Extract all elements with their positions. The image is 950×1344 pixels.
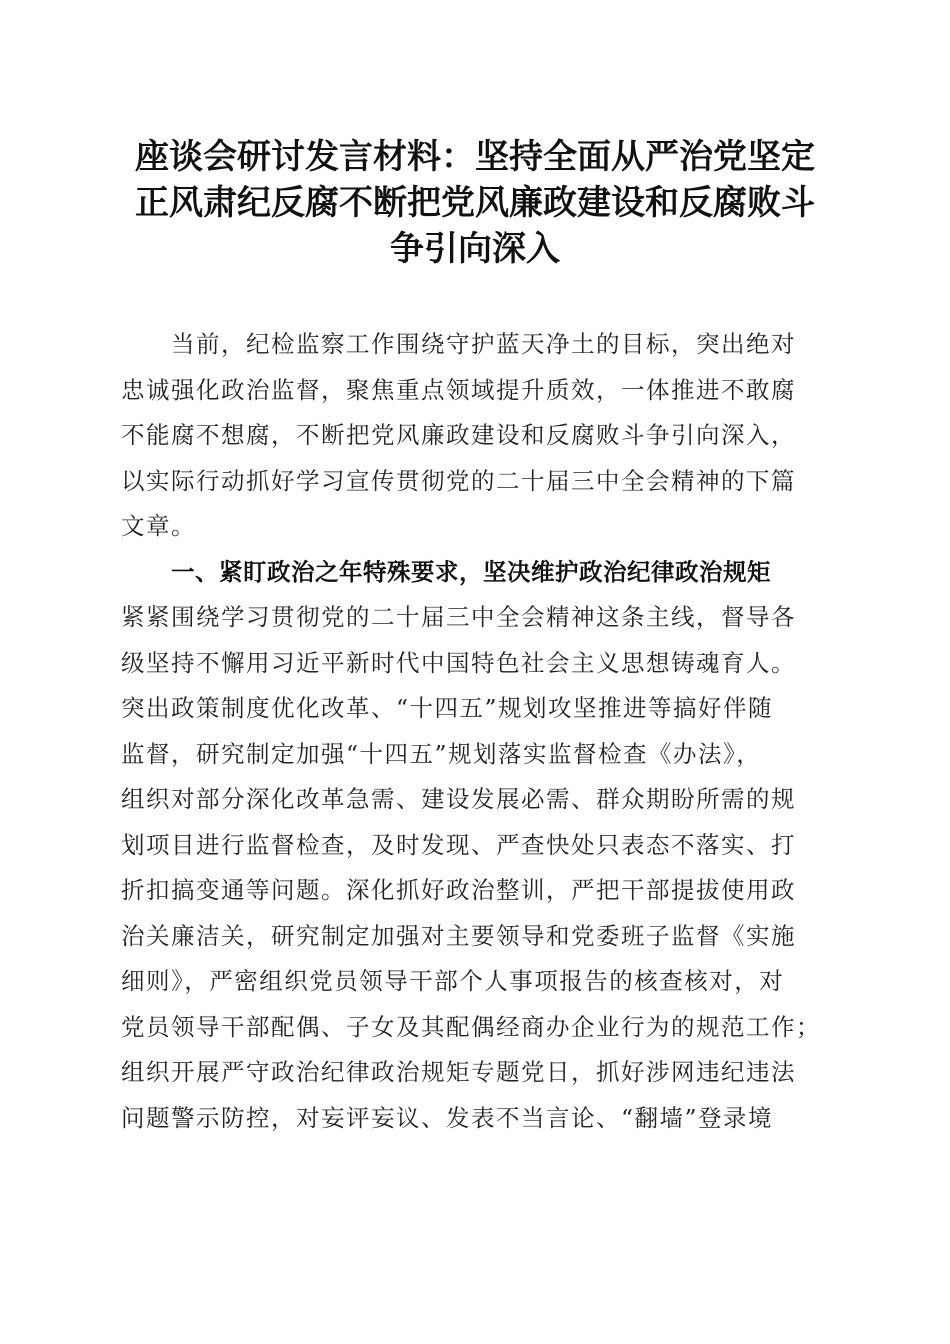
intro-paragraph (121, 322, 831, 550)
section-paragraph (121, 595, 831, 1141)
paragraph-line: 治关廉洁关，研究制定加强对主要领导和党委班子监督《实施 (121, 921, 796, 950)
paragraph-line: 文章。 (121, 512, 196, 540)
paragraph-line: 忠诚强化政治监督，聚焦重点领域提升质效，一体推进不敢腐 (121, 375, 796, 404)
paragraph-line: 突出政策制度优化改革、“十四五”规划攻坚推进等搞好伴随 (121, 694, 774, 722)
paragraph-line: 细则》，严密组织党员领导干部个人事项报告的核查核对，对 (121, 967, 785, 995)
title-line: 正风肃纪反腐不断把党风廉政建设和反腐败斗 (135, 183, 815, 223)
title-line: 争引向深入 (390, 229, 560, 269)
paragraph-line: 以实际行动抓好学习宣传贯彻党的二十届三中全会精神的下篇 (121, 466, 796, 495)
paragraph-line: 问题警示防控，对妄评妄议、发表不当言论、“翻墙”登录境 (121, 1103, 774, 1132)
paragraph-line: 级坚持不懈用习近平新时代中国特色社会主义思想铸魂育人。 (121, 648, 796, 677)
paragraph-line: 当前，纪检监察工作围绕守护蓝天净土的目标，突出绝对 (171, 330, 796, 358)
paragraph-line: 不能腐不想腐，不断把党风廉政建设和反腐败斗争引向深入， (121, 421, 796, 449)
paragraph-line: 监督，研究制定加强“十四五”规划落实监督检查《办法》， (121, 739, 762, 768)
document-title (120, 134, 830, 272)
paragraph-line: 划项目进行监督检查，及时发现、严查快处只表态不落实、打 (121, 830, 796, 859)
section-heading: 一、紧盯政治之年特殊要求，坚决维护政治纪律政治规矩 (171, 557, 771, 586)
document-body (121, 322, 831, 1141)
paragraph-line: 组织开展严守政治纪律政治规矩专题党日，抓好涉网违纪违法 (121, 1058, 796, 1086)
paragraph-line: 党员领导干部配偶、子女及其配偶经商办企业行为的规范工作； (121, 1012, 821, 1041)
paragraph-line: 紧紧围绕学习贯彻党的二十届三中全会精神这条主线，督导各 (121, 603, 796, 631)
paragraph-line: 组织对部分深化改革急需、建设发展必需、群众期盼所需的规 (121, 785, 796, 813)
paragraph-line: 折扣搞变通等问题。深化抓好政治整训，严把干部提拔使用政 (121, 876, 796, 904)
title-line: 座谈会研讨发言材料：坚持全面从严治党坚定 (135, 137, 815, 177)
